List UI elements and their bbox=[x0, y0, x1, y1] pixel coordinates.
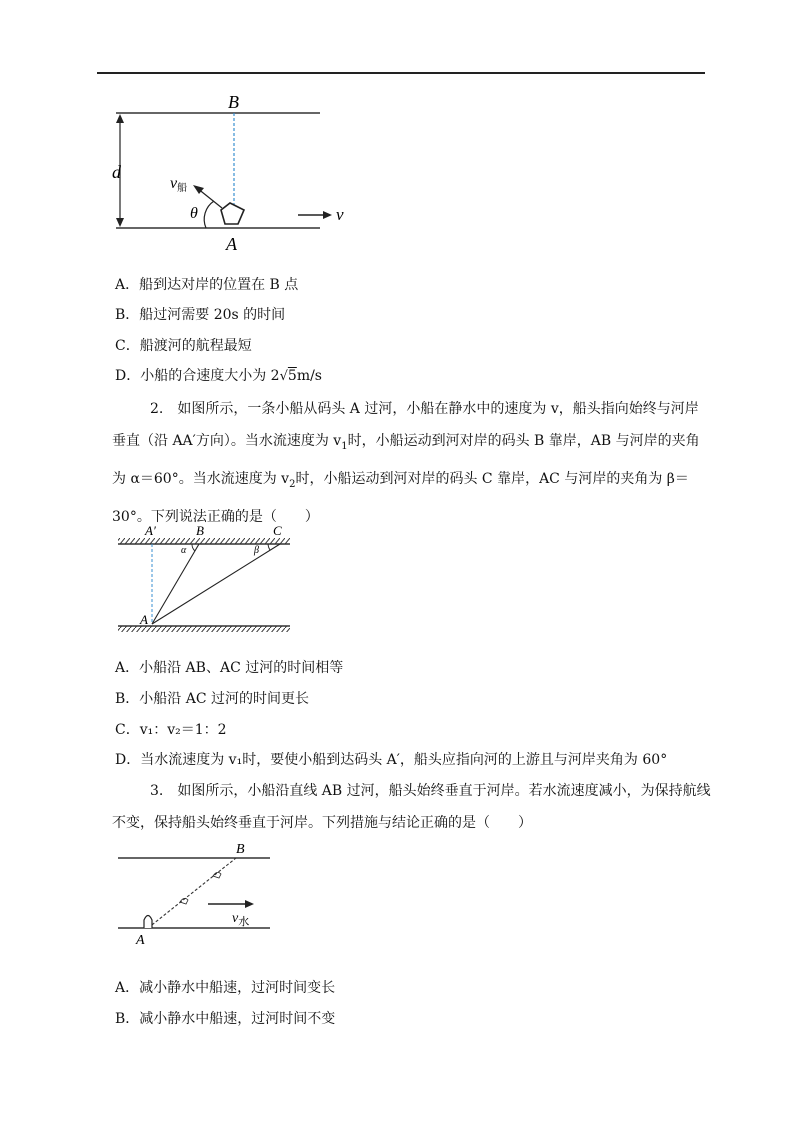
header-rule bbox=[97, 72, 705, 74]
label-v-boat-sub: 船 bbox=[177, 183, 188, 194]
q1-option-d-text: D．小船的合速度大小为 2 bbox=[115, 368, 280, 384]
label-B: B bbox=[196, 523, 204, 538]
label-B: B bbox=[228, 92, 239, 112]
svg-text:v船 bbox=[170, 175, 187, 194]
q1-option-d-unit: m/s bbox=[296, 368, 322, 384]
label-v-water-sub: 水 bbox=[238, 916, 250, 928]
q1-option-b: B．船过河需要 20s 的时间 bbox=[115, 307, 286, 323]
q2-option-d: D．当水流速度为 v₁时，要使小船到达码头 A′，船头应指向河的上游且与河岸夹角为 60° bbox=[115, 752, 668, 768]
figure-river-crossing-3 bbox=[110, 840, 280, 950]
q1-option-a: A．船到达对岸的位置在 B 点 bbox=[115, 277, 299, 293]
label-beta: β bbox=[254, 545, 259, 556]
label-theta: θ bbox=[190, 205, 198, 222]
label-A: A bbox=[136, 933, 145, 948]
q1-option-d-radicand: 5 bbox=[287, 368, 297, 384]
q2-option-a: A．小船沿 AB、AC 过河的时间相等 bbox=[115, 660, 344, 676]
label-C: C bbox=[273, 523, 282, 538]
label-v-water: v bbox=[336, 205, 344, 224]
label-A: A bbox=[226, 234, 237, 254]
q1-option-d: D．小船的合速度大小为 2√5m/s bbox=[115, 368, 322, 384]
label-v-water: v bbox=[232, 911, 239, 926]
label-A-prime: A′ bbox=[145, 523, 156, 538]
q3-option-a: A．减小静水中船速，过河时间变长 bbox=[115, 980, 336, 996]
q1-option-c: C．船渡河的航程最短 bbox=[115, 338, 252, 354]
label-d: d bbox=[112, 162, 121, 182]
q3-stem: 3. 如图所示，小船沿直线 AB 过河，船头始终垂直于河岸。若水流速度减小，为保持航线不变，保持船头始终垂直于河岸。下列措施与结论正确的是（ ） bbox=[112, 783, 711, 831]
q2-stem: 2. 如图所示，一条小船从码头 A 过河，小船在静水中的速度为 v，船头指向始终与河岸垂直（沿 AA′方向）。当水流速度为 $v_1$时，小船运动到河对岸的码头 B 靠岸，AB 与河岸的夹角为 α＝60°。当水流速度为 $v_2$时，小船运动到河对岸的码头 C 靠岸，AC 与河岸的夹角为 β＝30°。下列说法正确的是（ ） bbox=[112, 401, 700, 525]
q2-option-b: B．小船沿 AC 过河的时间更长 bbox=[115, 691, 310, 707]
q3-option-b: B．减小静水中船速，过河时间不变 bbox=[115, 1011, 336, 1027]
figure-river-crossing-2 bbox=[110, 520, 300, 635]
q2-option-c: C．v₁：v₂＝1：2 bbox=[115, 722, 227, 738]
svg-text:v水 bbox=[232, 911, 249, 928]
boat-icon bbox=[221, 203, 244, 224]
label-A: A bbox=[140, 612, 148, 627]
boat-icon bbox=[144, 916, 152, 929]
label-v-boat: v bbox=[170, 175, 178, 192]
label-alpha: α bbox=[181, 545, 187, 556]
figure-river-crossing-1 bbox=[100, 88, 360, 258]
label-B: B bbox=[236, 842, 245, 857]
